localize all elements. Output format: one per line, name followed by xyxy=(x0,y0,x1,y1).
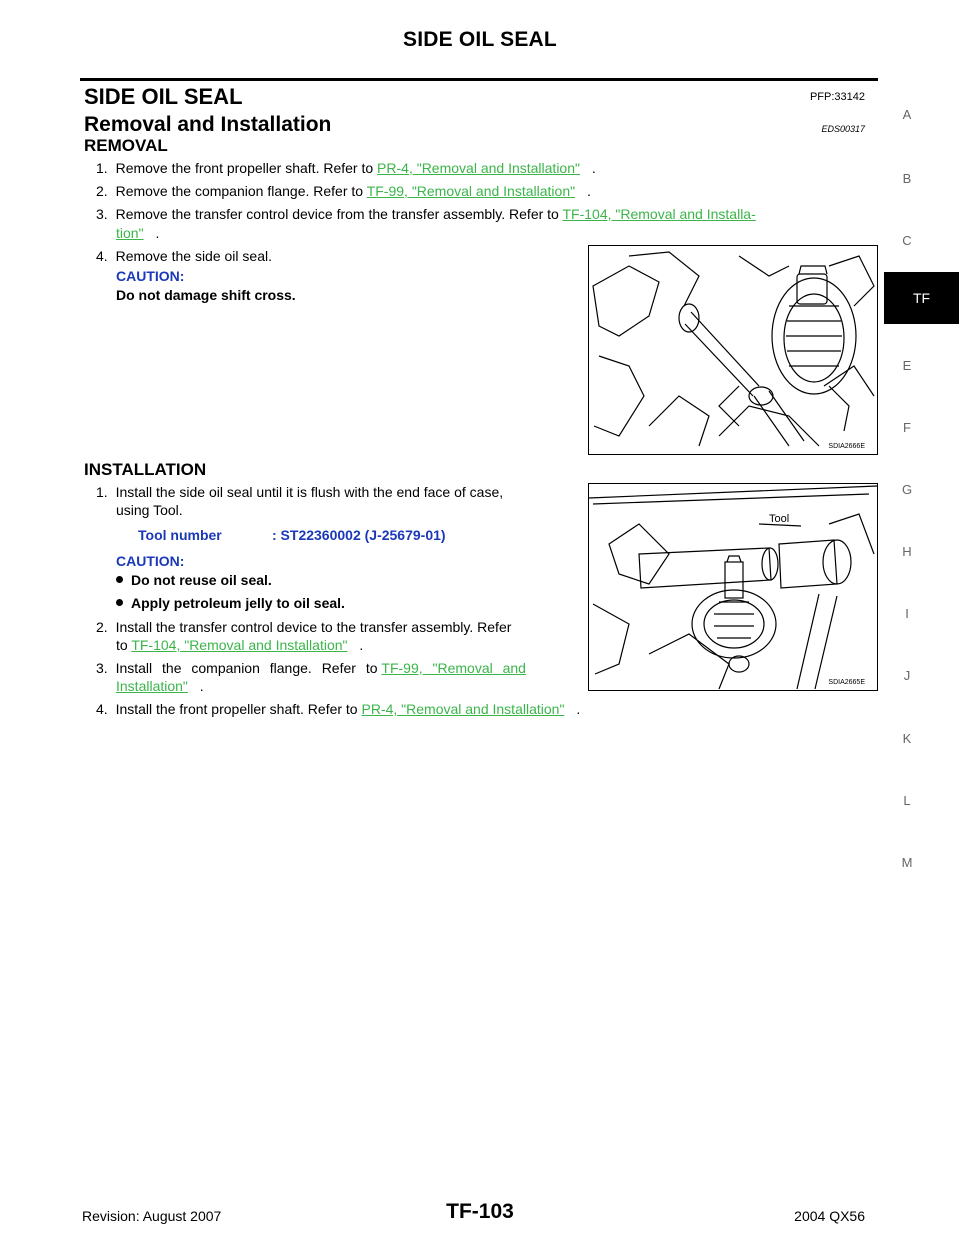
step-punct: . xyxy=(199,678,204,694)
footer-page-number: TF-103 xyxy=(446,1200,514,1223)
install-caution-label: CAUTION: xyxy=(116,553,185,569)
bullet-icon xyxy=(116,599,123,606)
caution-bullet xyxy=(116,572,272,588)
step-number: 3. xyxy=(96,660,108,676)
figure-tool-label: Tool xyxy=(769,513,790,525)
step-punct: . xyxy=(155,225,160,241)
install-step-4 xyxy=(96,700,580,719)
side-index-tf-active[interactable]: TF xyxy=(884,272,959,324)
step-text: Install the side oil seal until it is flush with the end face of case, xyxy=(115,484,504,500)
step-number: 4. xyxy=(96,701,108,717)
bullet-text: Apply petroleum jelly to oil seal. xyxy=(131,595,345,611)
side-index-a[interactable]: A xyxy=(902,107,912,122)
side-index-j[interactable]: J xyxy=(903,668,911,683)
step-punct: . xyxy=(359,637,364,653)
caution-bullet xyxy=(116,595,345,611)
step-text: Install the front propeller shaft. Refer to xyxy=(115,701,358,717)
step-punct: . xyxy=(591,160,596,176)
installation-figure-code: SDIA2665E xyxy=(828,679,865,686)
install-step-3 xyxy=(96,659,526,678)
step-punct: . xyxy=(576,701,581,717)
removal-caution-label: CAUTION: xyxy=(116,268,185,284)
pfp-code: PFP:33142 xyxy=(809,91,865,103)
side-index-c[interactable]: C xyxy=(902,233,912,248)
install-step-1-cont: using Tool. xyxy=(116,502,183,518)
side-index-g[interactable]: G xyxy=(901,482,913,497)
footer-model: 2004 QX56 xyxy=(794,1208,865,1224)
install-step-1 xyxy=(96,483,503,502)
step-number: 1. xyxy=(96,484,108,500)
removal-step-3-cont xyxy=(116,224,159,243)
step-number: 4. xyxy=(96,248,108,264)
installation-heading: INSTALLATION xyxy=(84,460,207,479)
side-index-k[interactable]: K xyxy=(902,731,912,746)
tool-number-label: Tool number xyxy=(138,527,222,543)
link-tf99-cont[interactable]: Installation" xyxy=(116,678,188,694)
link-tf99[interactable]: TF-99, "Removal and Installation" xyxy=(366,183,576,199)
side-index-i[interactable]: I xyxy=(905,606,909,621)
link-pr4[interactable]: PR-4, "Removal and Installation" xyxy=(377,160,580,176)
seal-removal-illustration xyxy=(589,246,877,454)
step-text: Remove the transfer control device from the transfer assembly. Refer to xyxy=(115,206,559,222)
step-text: to xyxy=(116,637,128,653)
side-index-m[interactable]: M xyxy=(901,855,913,870)
step-number: 2. xyxy=(96,619,108,635)
install-step-2-cont xyxy=(116,636,363,655)
step-punct: . xyxy=(586,183,591,199)
install-step-2 xyxy=(96,618,511,637)
footer-revision: Revision: August 2007 xyxy=(82,1208,222,1224)
side-index-l[interactable]: L xyxy=(903,793,911,808)
page-header-title: SIDE OIL SEAL xyxy=(403,28,557,51)
step-text: Remove the companion flange. Refer to xyxy=(115,183,364,199)
side-index-f[interactable]: F xyxy=(903,420,911,435)
link-tf99[interactable]: TF-99, "Removal and xyxy=(381,660,526,676)
removal-step-3 xyxy=(96,205,886,224)
side-index-e[interactable]: E xyxy=(902,358,912,373)
header-divider xyxy=(80,78,878,81)
installation-figure xyxy=(588,483,878,691)
link-pr4[interactable]: PR-4, "Removal and Installation" xyxy=(361,701,565,717)
step-text: Remove the side oil seal. xyxy=(115,248,272,264)
step-text: Install the transfer control device to the transfer assembly. Refer xyxy=(115,619,512,635)
bullet-icon xyxy=(116,576,123,583)
link-tf104-cont[interactable]: tion" xyxy=(116,225,144,241)
removal-caution-text: Do not damage shift cross. xyxy=(116,287,296,303)
side-index-b[interactable]: B xyxy=(902,171,912,186)
link-tf104[interactable]: TF-104, "Removal and Installa- xyxy=(562,206,756,222)
removal-step-1 xyxy=(96,159,886,178)
link-tf104[interactable]: TF-104, "Removal and Installation" xyxy=(131,637,348,653)
removal-step-2 xyxy=(96,182,886,201)
section-subtitle: Removal and Installation xyxy=(84,113,332,136)
install-step-3-cont xyxy=(116,677,204,696)
step-number: 3. xyxy=(96,206,108,222)
step-number: 2. xyxy=(96,183,108,199)
eds-code: EDS00317 xyxy=(821,124,865,134)
tool-number-value: : ST22360002 (J-25679-01) xyxy=(272,527,446,543)
step-text: Remove the front propeller shaft. Refer to xyxy=(115,160,374,176)
bullet-text: Do not reuse oil seal. xyxy=(131,572,272,588)
removal-figure-code: SDIA2666E xyxy=(828,443,865,450)
side-index-h[interactable]: H xyxy=(902,544,912,559)
section-title: SIDE OIL SEAL xyxy=(84,84,243,109)
seal-install-illustration xyxy=(589,484,877,690)
step-number: 1. xyxy=(96,160,108,176)
removal-heading: REMOVAL xyxy=(84,136,168,155)
step-text: Install the companion flange. Refer to xyxy=(115,660,378,676)
removal-figure xyxy=(588,245,878,455)
removal-step-4 xyxy=(96,247,272,266)
